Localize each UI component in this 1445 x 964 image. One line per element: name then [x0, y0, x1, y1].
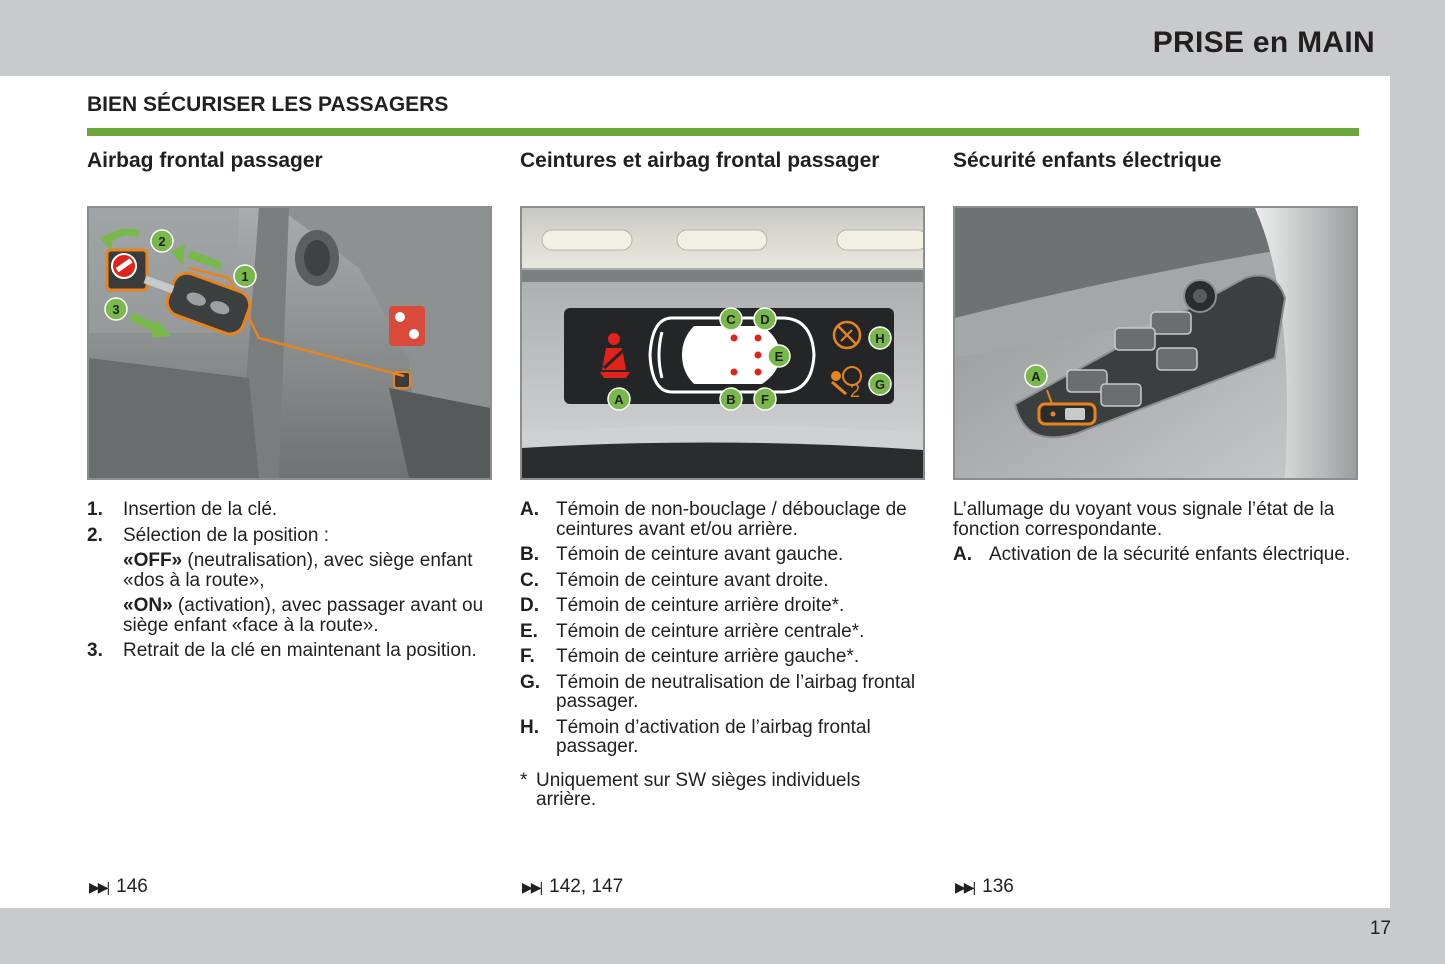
intro-paragraph: L’allumage du voyant vous signale l’état de la fonction correspondante.: [953, 499, 1335, 540]
item-text: Insertion de la clé.: [123, 499, 278, 520]
list-item: [520, 545, 925, 565]
column-title: Airbag frontal passager: [87, 149, 323, 172]
sub-item-off: [87, 551, 492, 590]
list-item: [520, 622, 925, 642]
item-text: Témoin d’activation de l’airbag frontal passager.: [556, 716, 871, 757]
child-safety-text: [953, 500, 1358, 565]
svg-text:1: 1: [241, 269, 249, 284]
badge-G: [869, 373, 891, 395]
footnote-text: Uniquement sur SW sièges individuels arrière.: [536, 769, 861, 810]
svg-text:C: C: [726, 312, 736, 327]
svg-text:F: F: [761, 392, 769, 407]
seatbelt-warning-display-figure: [520, 206, 925, 480]
item-text: Témoin de ceinture avant gauche.: [556, 544, 844, 565]
column-child-safety: [953, 150, 1358, 571]
reference-pages: 142, 147: [549, 876, 624, 897]
svg-text:H: H: [875, 331, 885, 346]
svg-text:D: D: [760, 312, 770, 327]
item-label: E.: [520, 620, 538, 642]
fast-forward-icon: ▶▶|: [955, 878, 975, 895]
badge-3: [105, 298, 127, 320]
item-text: Témoin de ceinture arrière gauche*.: [556, 646, 860, 667]
list-item: [953, 545, 1358, 565]
list-item: [87, 641, 492, 661]
item-label: B.: [520, 544, 539, 565]
badge-E: [768, 345, 790, 367]
item-text: Témoin de ceinture arrière droite*.: [556, 595, 845, 616]
airbag-status-label-icon: [389, 306, 425, 346]
svg-text:E: E: [774, 349, 784, 364]
section-divider: [87, 128, 1359, 136]
badge-H: [869, 327, 891, 349]
svg-text:2: 2: [158, 234, 166, 249]
item-label: D.: [520, 595, 539, 616]
sub-item-keyword: «OFF»: [123, 550, 183, 571]
sub-item-text: (neutralisation), avec siège enfant «dos à la route»,: [123, 550, 473, 591]
item-text: Témoin de ceinture arrière centrale*.: [556, 620, 865, 642]
svg-text:3: 3: [112, 302, 120, 317]
airbag-count-text: 2: [850, 381, 861, 401]
svg-text:A: A: [1031, 369, 1041, 384]
badge-D: [754, 308, 776, 330]
badge-A: [608, 388, 630, 410]
airbag-instructions: [87, 500, 492, 661]
item-label: 3.: [87, 640, 103, 661]
badge-B: [720, 388, 742, 410]
item-label: 2.: [87, 524, 103, 546]
list-item: [87, 500, 492, 520]
badge-F: [754, 388, 776, 410]
svg-text:G: G: [874, 377, 886, 392]
item-text: Témoin de ceinture avant droite.: [556, 569, 829, 591]
item-text: Retrait de la clé en maintenant la position.: [123, 640, 477, 661]
item-label: 1.: [87, 499, 103, 520]
child-lock-door-panel-figure: [953, 206, 1358, 480]
child-lock-button: [1039, 404, 1095, 424]
fast-forward-icon: ▶▶|: [89, 878, 109, 895]
list-item: [520, 673, 925, 712]
svg-text:A: A: [614, 392, 624, 407]
seatbelt-legend: [520, 500, 925, 810]
page-reference[interactable]: [955, 876, 1014, 898]
item-label: G.: [520, 671, 541, 693]
page-number: 17: [1369, 918, 1391, 939]
column-title: Ceintures et airbag frontal passager: [520, 149, 880, 172]
item-label: A.: [520, 499, 539, 520]
item-text: Activation de la sécurité enfants électrique.: [989, 544, 1351, 565]
column-airbag: [87, 150, 492, 667]
list-item: [520, 500, 925, 539]
key-switch-icon: [107, 250, 147, 290]
badge-2: [151, 230, 173, 252]
column-title: Sécurité enfants électrique: [953, 149, 1222, 172]
item-text: Sélection de la position :: [123, 524, 329, 546]
footnote: [520, 771, 925, 810]
list-item: [520, 596, 925, 616]
item-label: C.: [520, 569, 539, 591]
airbag-key-switch-figure: [87, 206, 492, 480]
reference-pages: 136: [982, 876, 1014, 897]
page-header-title: PRISE en MAIN: [1152, 26, 1375, 59]
column-seatbelts: [520, 150, 925, 810]
item-label: A.: [953, 544, 972, 565]
item-text: Témoin de non-bouclage / débouclage de ceintures avant et/ou arrière.: [556, 499, 907, 540]
sub-item-keyword: «ON»: [123, 595, 173, 616]
list-item: [520, 571, 925, 591]
badge-A: [1025, 365, 1047, 387]
item-text: Témoin de neutralisation de l’airbag frontal passager.: [556, 671, 916, 712]
page-reference[interactable]: [522, 876, 623, 898]
item-label: F.: [520, 646, 535, 667]
list-item: [520, 647, 925, 667]
section-title: BIEN SÉCURISER LES PASSAGERS: [87, 93, 449, 116]
item-label: H.: [520, 716, 539, 738]
list-item: [87, 526, 492, 546]
badge-C: [720, 308, 742, 330]
svg-text:B: B: [726, 392, 736, 407]
reference-pages: 146: [116, 876, 148, 897]
footnote-marker: *: [520, 769, 528, 791]
fast-forward-icon: ▶▶|: [522, 878, 542, 895]
page-reference[interactable]: [89, 876, 148, 898]
list-item: [520, 718, 925, 757]
sub-item-on: [87, 596, 492, 635]
badge-1: [234, 265, 256, 287]
sub-item-text: (activation), avec passager avant ou siège enfant «face à la route».: [123, 595, 484, 636]
